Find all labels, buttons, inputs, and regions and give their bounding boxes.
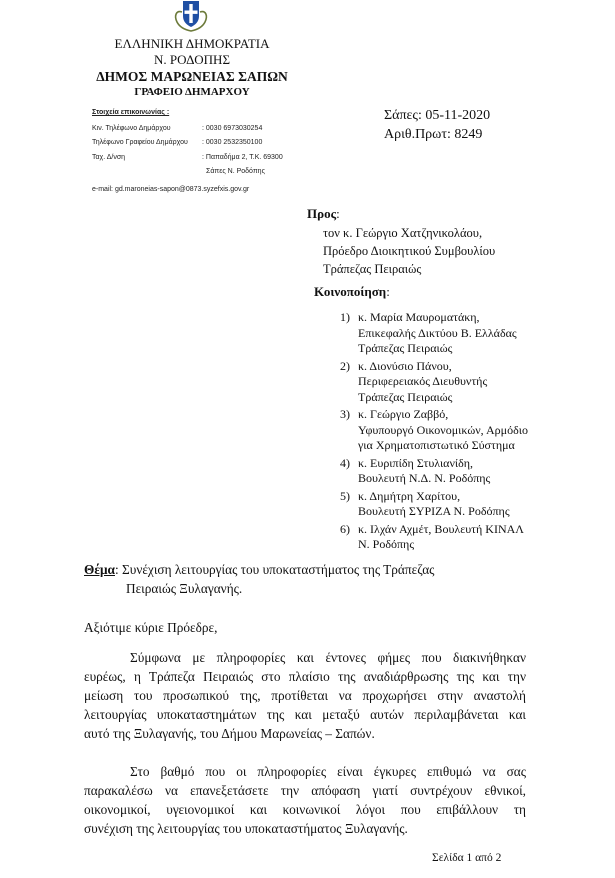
paragraph-line: συνέχιση της λειτουργίας του υποκαταστήματος Ξυλαγανής. (84, 821, 408, 836)
cc-item (340, 522, 528, 538)
cc-item-line: Τράπεζας Πειραιώς (358, 389, 453, 404)
cc-item (340, 310, 528, 326)
contact-email[interactable]: e-mail: gd.maroneias-sapon@0873.syzefxis.gov.gr (92, 186, 250, 193)
cc-item-line: κ. Δημήτρη Χαρίτου, (358, 488, 461, 503)
paragraph-line: ευρέως, η Τράπεζα Πειραιώς στο πλαίσιο της αναδιάρθρωσης της και την (84, 669, 526, 684)
cc-item-line: Ν. Ροδόπης (358, 537, 415, 551)
contact-value-mobile: : 0030 6973030254 (202, 125, 263, 132)
cc-item-line: Υφυπουργό Οικονομικών, Αρμόδιο (358, 422, 528, 437)
cc-item (340, 359, 528, 375)
cc-item-number: 2) (340, 358, 350, 373)
paragraph-line: Στο βαθμό που οι πληροφορίες είναι έγκυρες επιθυμώ να σας (130, 764, 526, 779)
subject-label: Θέμα (84, 562, 115, 577)
contact-value-address: : Παπαδήμα 2, Τ.Κ. 69300 (202, 154, 283, 161)
contact-heading: Στοιχεία επικοινωνίας : (92, 109, 170, 116)
recipient-heading (307, 206, 340, 222)
recipient-line: τον κ. Γεώργιο Χατζηνικολάου, (323, 226, 483, 240)
contact-label-address: Ταχ. Δ/νση (92, 154, 126, 161)
recipient-label: Προς (307, 206, 337, 221)
cc-item-number: 1) (340, 310, 350, 324)
cc-item-line: κ. Ιλχάν Αχμέτ, Βουλευτή ΚΙΝΑΛ (358, 521, 524, 536)
cc-item-line: κ. Διονύσιο Πάνου, (358, 358, 452, 373)
cc-item-line: Περιφερειακός Διευθυντής (358, 374, 488, 388)
contact-label-mobile: Κιν. Τηλέφωνο Δημάρχου (92, 125, 171, 132)
paragraph-line: λειτουργίας υποκαταστημάτων της και μεταξύ αυτών περιλαμβάνεται και (84, 707, 526, 722)
cc-item-line: για Χρηματοπιστωτικό Σύστημα (358, 438, 515, 452)
subject-text: : Συνέχιση λειτουργίας του υποκαταστήματος της Τράπεζας (114, 562, 435, 577)
subject-continuation: Πειραιώς Ξυλαγανής. (126, 581, 243, 596)
cc-item-number: 6) (340, 521, 350, 536)
cc-item-number: 3) (340, 407, 350, 421)
cc-item-number: 4) (340, 455, 350, 470)
page-number: Σελίδα 1 από 2 (432, 852, 502, 864)
document-date: Σάπες: 05-11-2020 (384, 108, 491, 123)
recipient-colon: : (336, 206, 340, 221)
recipient-line: Πρόεδρο Διοικητικού Συμβουλίου (323, 244, 496, 258)
office-name: ΓΡΑΦΕΙΟ ΔΗΜΑΡΧΟΥ (134, 86, 250, 98)
cc-colon: : (386, 284, 390, 299)
paragraph-line: οικονομικοί, υγειονομικοί και κοινωνικοί λόγοι που επιβάλλουν τη (84, 802, 526, 817)
prefecture-name: Ν. ΡΟΔΟΠΗΣ (153, 52, 231, 67)
greek-coat-of-arms-icon (172, 0, 210, 32)
municipality-name: ΔΗΜΟΣ ΜΑΡΩΝΕΙΑΣ ΣΑΠΩΝ (96, 69, 288, 84)
cc-item-line: Βουλευτή Ν.Δ. Ν. Ροδόπης (358, 471, 491, 485)
cc-item-line: Βουλευτή ΣΥΡΙΖΑ Ν. Ροδόπης (358, 504, 510, 518)
contact-label-office-phone: Τηλέφωνο Γραφείου Δημάρχου (92, 139, 188, 146)
cc-heading (314, 284, 390, 300)
cc-item-line: Επικεφαλής Δικτύου Β. Ελλάδας (358, 325, 517, 340)
cc-item-line: κ. Ευριπίδη Στυλιανίδη, (358, 455, 474, 470)
paragraph-line: Σύμφωνα με πληροφορίες και έντονες φήμες που διακινήθηκαν (130, 650, 526, 665)
subject-line (84, 560, 434, 580)
cc-item (340, 489, 528, 505)
paragraph-line: αυτό της Ξυλαγανής, του Δήμου Μαρωνείας – Σαπών. (84, 726, 375, 741)
recipient-block (323, 224, 495, 278)
contact-city: Σάπες Ν. Ροδόπης (206, 168, 265, 175)
country-name: ΕΛΛΗΝΙΚΗ ΔΗΜΟΚΡΑΤΙΑ (114, 36, 270, 51)
cc-item-line: κ. Γεώργιο Ζαββό, (358, 407, 449, 421)
recipient-line: Τράπεζας Πειραιώς (323, 262, 422, 276)
cc-list (340, 310, 528, 553)
contact-value-office-phone: : 0030 2532350100 (202, 139, 263, 146)
cc-label: Κοινοποίηση (314, 284, 387, 299)
cc-item-line: Τράπεζας Πειραιώς (358, 341, 453, 355)
paragraph-line: μείωση του προσωπικού της, προτίθεται να προχωρήσει στην αναστολή (84, 688, 526, 703)
protocol-number: Αριθ.Πρωτ: 8249 (384, 127, 483, 142)
cc-item-number: 5) (340, 488, 350, 503)
cc-item-line: κ. Μαρία Μαυροματάκη, (358, 310, 480, 324)
cc-item (340, 456, 528, 472)
paragraph-line: παρακαλέσω να επανεξετάσετε την απόφαση γιατί συντρέχουν εθνικοί, (84, 783, 526, 798)
salutation: Αξιότιμε κύριε Πρόεδρε, (84, 620, 218, 635)
cc-item (340, 407, 528, 423)
